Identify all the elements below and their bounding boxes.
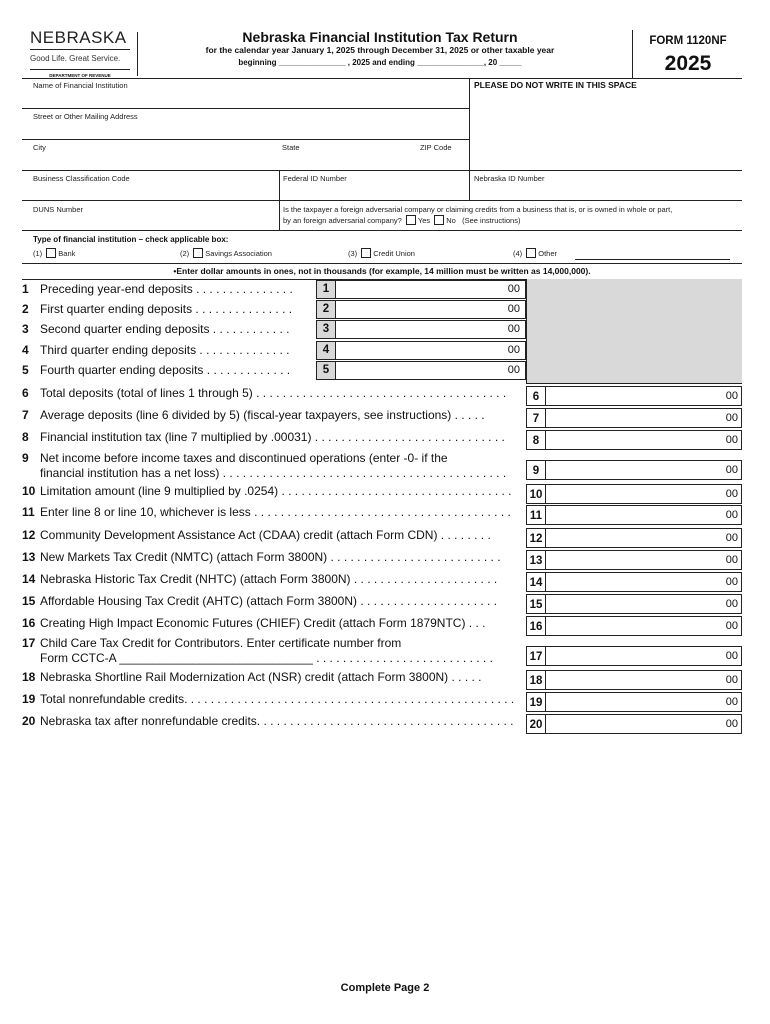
line-18 <box>22 670 482 684</box>
logo-dept: DEPARTMENT OF REVENUE <box>49 73 111 78</box>
line-11 <box>22 505 511 519</box>
line-1-number: 1 <box>22 282 29 296</box>
line-15-number: 15 <box>22 594 36 608</box>
line-16-box-label: 16 <box>526 616 546 636</box>
line-3-text: Second quarter ending deposits . . . . . . . . . . . . <box>40 322 290 336</box>
line-6 <box>22 386 506 400</box>
line-10-cents: 00 <box>725 488 738 500</box>
line-19-cents: 00 <box>725 696 738 708</box>
line-12-text: Community Development Assistance Act (CDAA) credit (attach Form CDN) . . . . . . . . <box>40 528 491 542</box>
type-opt1-num: (1) <box>33 249 43 258</box>
line-11-text: Enter line 8 or line 10, whichever is less . . . . . . . . . . . . . . . . . . . . . . . . . . . . . . . . . . . . . . . <box>40 505 511 519</box>
line-1-cents: 00 <box>507 283 520 295</box>
line-12-number: 12 <box>22 528 36 542</box>
line-13-number: 13 <box>22 550 36 564</box>
foreign-yes-checkbox[interactable] <box>406 215 416 225</box>
line-14-box-label: 14 <box>526 572 546 592</box>
street-label: Street or Other Mailing Address <box>33 112 138 121</box>
form-year: 2025 <box>664 52 712 75</box>
line-13-box-label: 13 <box>526 550 546 570</box>
line-4 <box>22 343 289 357</box>
line-5-cents: 00 <box>507 364 520 376</box>
form-title: Nebraska Financial Institution Tax Return <box>242 29 518 45</box>
city-label: City <box>33 143 46 152</box>
line-7-cents: 00 <box>725 412 738 424</box>
savings-checkbox[interactable] <box>193 248 203 258</box>
line-2-box-label: 2 <box>316 300 336 319</box>
type-opt3-num: (3) <box>348 249 358 258</box>
line-16-cents: 00 <box>725 620 738 632</box>
line-9 <box>22 451 448 465</box>
footer-text: Complete Page 2 <box>340 982 430 994</box>
line-6-number: 6 <box>22 386 29 400</box>
line-18-text: Nebraska Shortline Rail Modernization Act (NSR) credit (attach Form 3800N) . . . . . <box>40 670 482 684</box>
line-5 <box>22 363 290 377</box>
line-1-text: Preceding year-end deposits . . . . . . . . . . . . . . . <box>40 282 293 296</box>
line-14-cents: 00 <box>725 576 738 588</box>
amount-note: •Enter dollar amounts in ones, not in thousands (for example, 14 million must be written as 14,000,000). <box>173 266 591 276</box>
line-9-box-label: 9 <box>526 460 546 480</box>
line-4-cents: 00 <box>507 344 520 356</box>
line-13-cents: 00 <box>725 554 738 566</box>
fein-label: Federal ID Number <box>283 174 347 183</box>
type-opt4-num: (4) <box>513 249 523 258</box>
line-17-number: 17 <box>22 636 36 650</box>
line-15-cents: 00 <box>725 598 738 610</box>
line-14-text: Nebraska Historic Tax Credit (NHTC) (attach Form 3800N) . . . . . . . . . . . . . . . . . . . . . . <box>40 572 498 586</box>
line-7-text: Average deposits (line 6 divided by 5) (fiscal-year taxpayers, see instructions) . . . . . <box>40 408 485 422</box>
logo-tagline: Good Life. Great Service. <box>30 54 121 63</box>
line-14 <box>22 572 497 586</box>
line-8-number: 8 <box>22 430 29 444</box>
line-16-text: Creating High Impact Economic Futures (CHIEF) Credit (attach Form 1879NTC) . . . <box>40 616 486 630</box>
line-7-number: 7 <box>22 408 29 422</box>
line-9-text-cont: financial institution has a net loss) . . . . . . . . . . . . . . . . . . . . . . . . . . . . . . . . . . . . . . . . . . . <box>40 466 507 480</box>
other-label: Other <box>538 249 558 258</box>
state-label: State <box>282 143 300 152</box>
line-1 <box>22 282 293 296</box>
line-17-text-cont: Form CCTC-A _____________________________ . . . . . . . . . . . . . . . . . . . . . . . . . . . <box>40 651 493 665</box>
zip-label: ZIP Code <box>420 143 452 152</box>
zip-input[interactable] <box>418 153 468 169</box>
line-13-text: New Markets Tax Credit (NMTC) (attach Form 3800N) . . . . . . . . . . . . . . . . . . . . . . . . . . <box>40 550 501 564</box>
tax-period-line[interactable]: beginning _______________ , 2025 and ending _______________, 20 _____ <box>238 58 522 67</box>
line-20-box-label: 20 <box>526 714 546 734</box>
line-2-number: 2 <box>22 302 29 316</box>
line-10-text: Limitation amount (line 9 multiplied by .0254) . . . . . . . . . . . . . . . . . . . . . . . . . . . . . . . . . . . <box>40 484 512 498</box>
line-18-number: 18 <box>22 670 36 684</box>
name-label: Name of Financial Institution <box>33 81 128 90</box>
line-3 <box>22 322 289 336</box>
other-checkbox[interactable] <box>526 248 536 258</box>
line-4-text: Third quarter ending deposits . . . . . . . . . . . . . . <box>40 343 290 357</box>
line-18-box-label: 18 <box>526 670 546 690</box>
state-input[interactable] <box>280 153 410 169</box>
line-12 <box>22 528 491 542</box>
shaded-area <box>526 279 742 383</box>
credit-union-checkbox[interactable] <box>361 248 371 258</box>
line-6-cents: 00 <box>725 390 738 402</box>
type-opt2-num: (2) <box>180 249 190 258</box>
line-19-number: 19 <box>22 692 36 706</box>
line-6-box-label: 6 <box>526 386 546 406</box>
line-5-number: 5 <box>22 363 29 377</box>
foreign-question <box>283 204 743 226</box>
line-13 <box>22 550 501 564</box>
line-8-text: Financial institution tax (line 7 multiplied by .00031) . . . . . . . . . . . . . . . . . . . . . . . . . . . . . <box>40 430 505 444</box>
foreign-question-line2: by an foreign adversarial company? <box>283 216 402 225</box>
line-18-cents: 00 <box>725 674 738 686</box>
line-3-cents: 00 <box>507 323 520 335</box>
line-3-box-label: 3 <box>316 320 336 339</box>
line-5-text: Fourth quarter ending deposits . . . . . . . . . . . . . <box>40 363 291 377</box>
line-15-box-label: 15 <box>526 594 546 614</box>
line-4-number: 4 <box>22 343 29 357</box>
line-10-number: 10 <box>22 484 36 498</box>
neid-label: Nebraska ID Number <box>474 174 545 183</box>
line-17-cents: 00 <box>725 650 738 662</box>
line-9-text: Net income before income taxes and discontinued operations (enter -0- if the <box>40 451 448 465</box>
credit-union-label: Credit Union <box>373 249 415 258</box>
line-2 <box>22 302 292 316</box>
line-9-cents: 00 <box>725 464 738 476</box>
foreign-no-label: No <box>446 216 456 225</box>
bank-checkbox[interactable] <box>46 248 56 258</box>
other-input-line[interactable] <box>575 259 730 260</box>
line-17 <box>22 636 401 650</box>
bcc-label: Business Classification Code <box>33 174 130 183</box>
city-input[interactable] <box>24 153 274 169</box>
bank-label: Bank <box>58 249 76 258</box>
line-5-box-label: 5 <box>316 361 336 380</box>
foreign-no-checkbox[interactable] <box>434 215 444 225</box>
duns-input[interactable] <box>24 214 276 229</box>
line-20-text: Nebraska tax after nonrefundable credits. . . . . . . . . . . . . . . . . . . . . . . . . . . . . . . . . . . . . . . <box>40 714 514 728</box>
line-15-text: Affordable Housing Tax Credit (AHTC) (attach Form 3800N) . . . . . . . . . . . . . . . . . . . . . <box>40 594 498 608</box>
line-12-cents: 00 <box>725 532 738 544</box>
see-instructions: (See instructions) <box>462 216 521 225</box>
line-7-box-label: 7 <box>526 408 546 428</box>
line-15 <box>22 594 497 608</box>
line-7 <box>22 408 485 422</box>
line-20-number: 20 <box>22 714 36 728</box>
line-16 <box>22 616 485 630</box>
line-2-cents: 00 <box>507 303 520 315</box>
line-8 <box>22 430 505 444</box>
line-14-number: 14 <box>22 572 36 586</box>
line-3-number: 3 <box>22 322 29 336</box>
line-9-number: 9 <box>22 451 29 465</box>
line-4-box-label: 4 <box>316 341 336 360</box>
foreign-question-line1: Is the taxpayer a foreign adversarial company or claiming credits from a business that is, or is owned in whole or part, <box>283 205 673 214</box>
line-19 <box>22 692 514 706</box>
savings-label: Savings Association <box>205 249 272 258</box>
line-6-text: Total deposits (total of lines 1 through 5) . . . . . . . . . . . . . . . . . . . . . . . . . . . . . . . . . . . . . . <box>40 386 507 400</box>
line-11-box-label: 11 <box>526 505 546 525</box>
fein-input[interactable] <box>282 184 467 199</box>
line-19-box-label: 19 <box>526 692 546 712</box>
line-8-cents: 00 <box>725 434 738 446</box>
type-heading: Type of financial institution – check applicable box: <box>33 235 229 244</box>
line-17-box-label: 17 <box>526 646 546 666</box>
neid-input[interactable] <box>472 184 740 199</box>
logo-state: NEBRASKA <box>30 28 127 47</box>
name-input[interactable] <box>24 90 468 107</box>
line-20 <box>22 714 514 728</box>
no-write-notice: PLEASE DO NOT WRITE IN THIS SPACE <box>474 80 637 90</box>
line-11-number: 11 <box>22 505 35 519</box>
line-12-box-label: 12 <box>526 528 546 548</box>
bcc-input[interactable] <box>24 184 276 199</box>
duns-label: DUNS Number <box>33 205 84 214</box>
line-10 <box>22 484 512 498</box>
line-2-text: First quarter ending deposits . . . . . . . . . . . . . . . <box>40 302 293 316</box>
form-subtitle: for the calendar year January 1, 2025 through December 31, 2025 or other taxable year <box>205 45 555 55</box>
line-10-box-label: 10 <box>526 484 546 504</box>
street-input[interactable] <box>24 122 468 138</box>
form-number: FORM 1120NF <box>649 35 727 47</box>
line-1-box-label: 1 <box>316 280 336 299</box>
line-11-cents: 00 <box>725 509 738 521</box>
line-8-box-label: 8 <box>526 430 546 450</box>
line-17-text: Child Care Tax Credit for Contributors. Enter certificate number from <box>40 636 402 650</box>
line-16-number: 16 <box>22 616 36 630</box>
line-19-text: Total nonrefundable credits. . . . . . . . . . . . . . . . . . . . . . . . . . . . . . . . . . . . . . . . . . . . . . . . . . <box>40 692 515 706</box>
line-20-cents: 00 <box>725 718 738 730</box>
foreign-yes-label: Yes <box>417 216 431 225</box>
logo <box>30 28 140 78</box>
